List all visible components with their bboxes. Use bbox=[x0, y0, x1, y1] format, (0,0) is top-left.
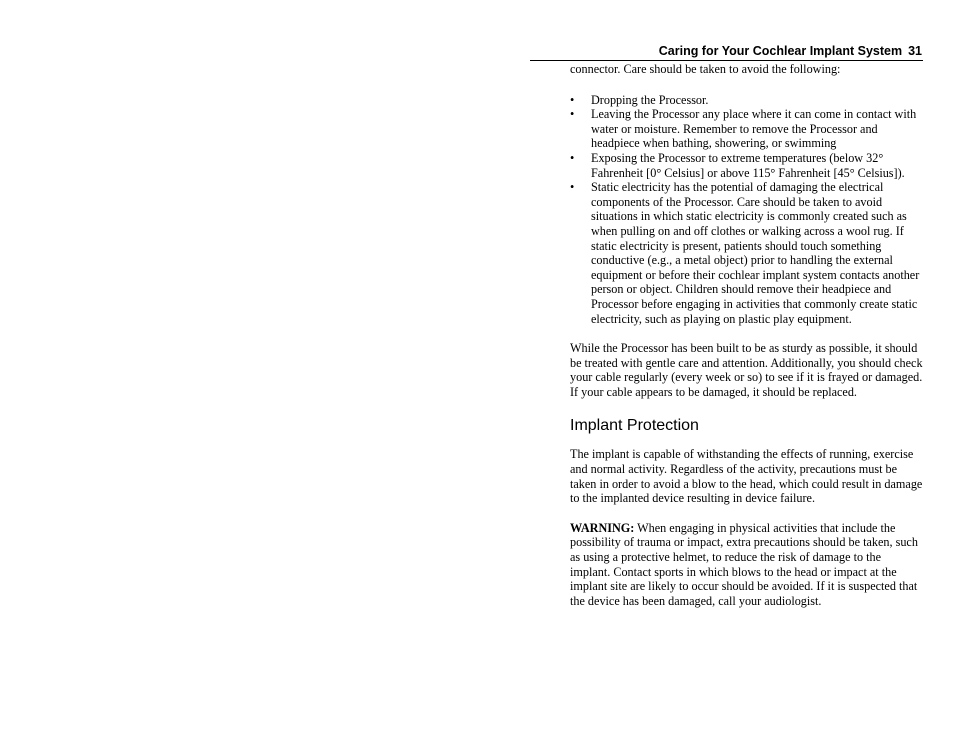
warning-label: WARNING: bbox=[570, 520, 635, 535]
bullet-icon: • bbox=[570, 92, 575, 107]
list-item-text: Static electricity has the potential of damaging the electrical components of the Processor. Care should be taken to avoid situations in which static electricity is commonly created such as when pulling on and off clothes or walking across a wool rug. If static electricity is present, patients should touch something conductive (e.g., a metal object) prior to handling the external equipment or before their cochlear implant system contacts another person or object. Children should remove their headpiece and Processor before engaging in activities that commonly create static electricity, such as playing on plastic play equipment. bbox=[591, 180, 920, 326]
warning-paragraph bbox=[570, 521, 923, 609]
bullet-icon: • bbox=[570, 150, 575, 165]
bullet-icon: • bbox=[570, 180, 575, 195]
page-number: 31 bbox=[908, 44, 922, 58]
bullet-icon: • bbox=[570, 107, 575, 122]
list-item-text: Leaving the Processor any place where it can come in contact with water or moisture. Remember to remove the Processor and headpiece when bathing, showering, or swimming bbox=[591, 107, 917, 151]
list-item bbox=[570, 107, 923, 151]
list-item bbox=[570, 151, 923, 180]
implant-protection-paragraph: The implant is capable of withstanding the effects of running, exercise and normal activity. Regardless of the activity, precautions must be taken in order to avoid a blow to the head, which could result in damage to the implanted device resulting in device failure. bbox=[570, 447, 923, 506]
header-title: Caring for Your Cochlear Implant System bbox=[658, 44, 903, 58]
list-item-text: Exposing the Processor to extreme temperatures (below 32° Fahrenheit [0° Celsius] or above 115° Fahrenheit [45° Celsius]). bbox=[591, 150, 905, 180]
list-item bbox=[570, 180, 923, 326]
precautions-list bbox=[570, 93, 923, 327]
manual-page bbox=[530, 42, 923, 608]
page-body bbox=[570, 62, 923, 608]
list-item bbox=[570, 93, 923, 108]
running-header bbox=[530, 42, 923, 61]
sturdy-paragraph: While the Processor has been built to be as sturdy as possible, it should be treated with gentle care and attention. Additionally, you should check your cable regularly (every week or so) to see if it is frayed or damaged. If your cable appears to be damaged, it should be replaced. bbox=[570, 341, 923, 399]
section-heading: Implant Protection bbox=[570, 417, 699, 435]
intro-paragraph: connector. Care should be taken to avoid the following: bbox=[570, 62, 841, 76]
warning-text: When engaging in physical activities that include the possibility of trauma or impact, extra precautions should be taken, such as using a protective helmet, to reduce the risk of damage to the implant. Contact sports in which blows to the head or impact at the implant site are likely to occur should be avoided. If it is suspected that the device has been damaged, call your audiologist. bbox=[570, 520, 918, 608]
list-item-text: Dropping the Processor. bbox=[591, 92, 709, 107]
